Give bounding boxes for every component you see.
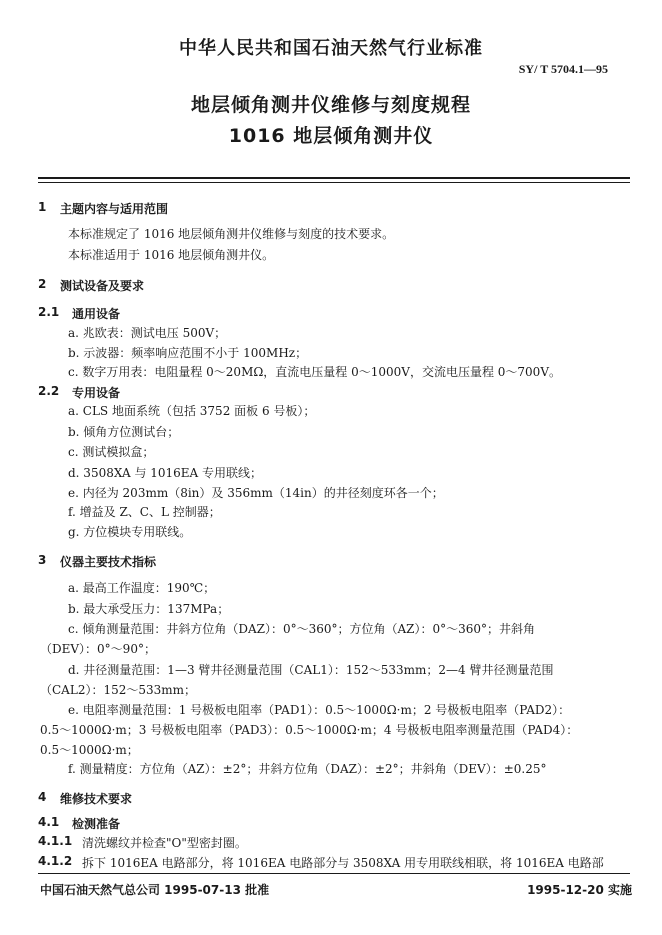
list-item: g. 方位模块专用联线。 (68, 525, 192, 539)
standard-organization: 中华人民共和国石油天然气行业标准 (179, 38, 483, 59)
list-item: f. 增益及 Z、C、L 控制器； (68, 505, 221, 519)
document-subtitle: 1016 地层倾角测井仪 (228, 125, 434, 147)
list-item: d. 井径测量范围：1—3 臂井径测量范围（CAL1）：152～533mm；2—4 臂井径测量范围 (68, 663, 554, 677)
list-item: e. 内径为 203mm（8in）及 356mm（14in）的井径刻度环各一个； (68, 486, 444, 500)
list-item: c. 测试模拟盒； (68, 445, 155, 459)
list-item-continuation: 0.5～1000Ω·m；3 号极板电阻率（PAD3）：0.5～1000Ω·m；4 号极板电阻率测量范围（PAD4）： (40, 723, 579, 737)
clause-text: 拆下 1016EA 电路部分，将 1016EA 电路部分与 3508XA 用专用联线相联，将 1016EA 电路部 (82, 856, 604, 870)
list-item-continuation: （CAL2）：152～533mm； (40, 683, 197, 697)
section-number: 2 (38, 277, 47, 291)
section-number: 1 (38, 200, 47, 214)
list-item: e. 电阻率测量范围：1 号极板电阻率（PAD1）：0.5～1000Ω·m；2 号极板电阻率（PAD2）： (68, 703, 571, 717)
section-title: 仪器主要技术指标 (60, 555, 157, 569)
header-rule (38, 177, 630, 179)
list-item: b. 示波器：频率响应范围不小于 100MHz； (68, 346, 308, 360)
subsection-number: 2.2 (38, 384, 60, 398)
list-item: c. 倾角测量范围：井斜方位角（DAZ）：0°～360°；方位角（AZ）：0°～360°；井斜角 (68, 622, 536, 636)
paragraph: 本标准适用于 1016 地层倾角测井仪。 (68, 248, 275, 262)
clause-number: 4.1.2 (38, 854, 73, 868)
subsection-title: 专用设备 (72, 386, 121, 400)
clause-number: 4.1.1 (38, 834, 73, 848)
subsection-number: 2.1 (38, 305, 60, 319)
clause-text: 清洗螺纹并检查"O"型密封圈。 (82, 836, 247, 850)
header-rule-thin (38, 182, 630, 183)
effective-date: 1995-12-20 实施 (527, 883, 632, 897)
document-title: 地层倾角测井仪维修与刻度规程 (190, 94, 471, 116)
approval-statement: 中国石油天然气总公司 1995-07-13 批准 (40, 883, 270, 897)
list-item: a. 兆欧表：测试电压 500V； (68, 326, 227, 340)
standard-code: SY/ T 5704.1—95 (518, 62, 608, 76)
footer-rule (38, 873, 630, 874)
list-item-continuation: （DEV）：0°～90°； (40, 642, 156, 656)
list-item-continuation: 0.5～1000Ω·m； (40, 743, 139, 757)
section-title: 测试设备及要求 (60, 279, 145, 293)
section-number: 4 (38, 790, 47, 804)
list-item: b. 倾角方位测试台； (68, 425, 180, 439)
subsection-title: 检测准备 (72, 817, 121, 831)
list-item: c. 数字万用表：电阻量程 0～20MΩ，直流电压量程 0～1000V，交流电压量程 0～700V。 (68, 365, 561, 379)
paragraph: 本标准规定了 1016 地层倾角测井仪维修与刻度的技术要求。 (68, 227, 395, 241)
list-item: f. 测量精度：方位角（AZ）：±2°；井斜方位角（DAZ）：±2°；井斜角（DEV）：±0.25° (68, 762, 547, 776)
subsection-number: 4.1 (38, 815, 60, 829)
section-title: 主题内容与适用范围 (60, 202, 169, 216)
subsection-title: 通用设备 (72, 307, 121, 321)
list-item: d. 3508XA 与 1016EA 专用联线； (68, 466, 263, 480)
list-item: b. 最大承受压力：137MPa； (68, 602, 230, 616)
list-item: a. CLS 地面系统（包括 3752 面板 6 号板）； (68, 404, 316, 418)
list-item: a. 最高工作温度：190℃； (68, 581, 216, 595)
section-number: 3 (38, 553, 47, 567)
section-title: 维修技术要求 (60, 792, 133, 806)
